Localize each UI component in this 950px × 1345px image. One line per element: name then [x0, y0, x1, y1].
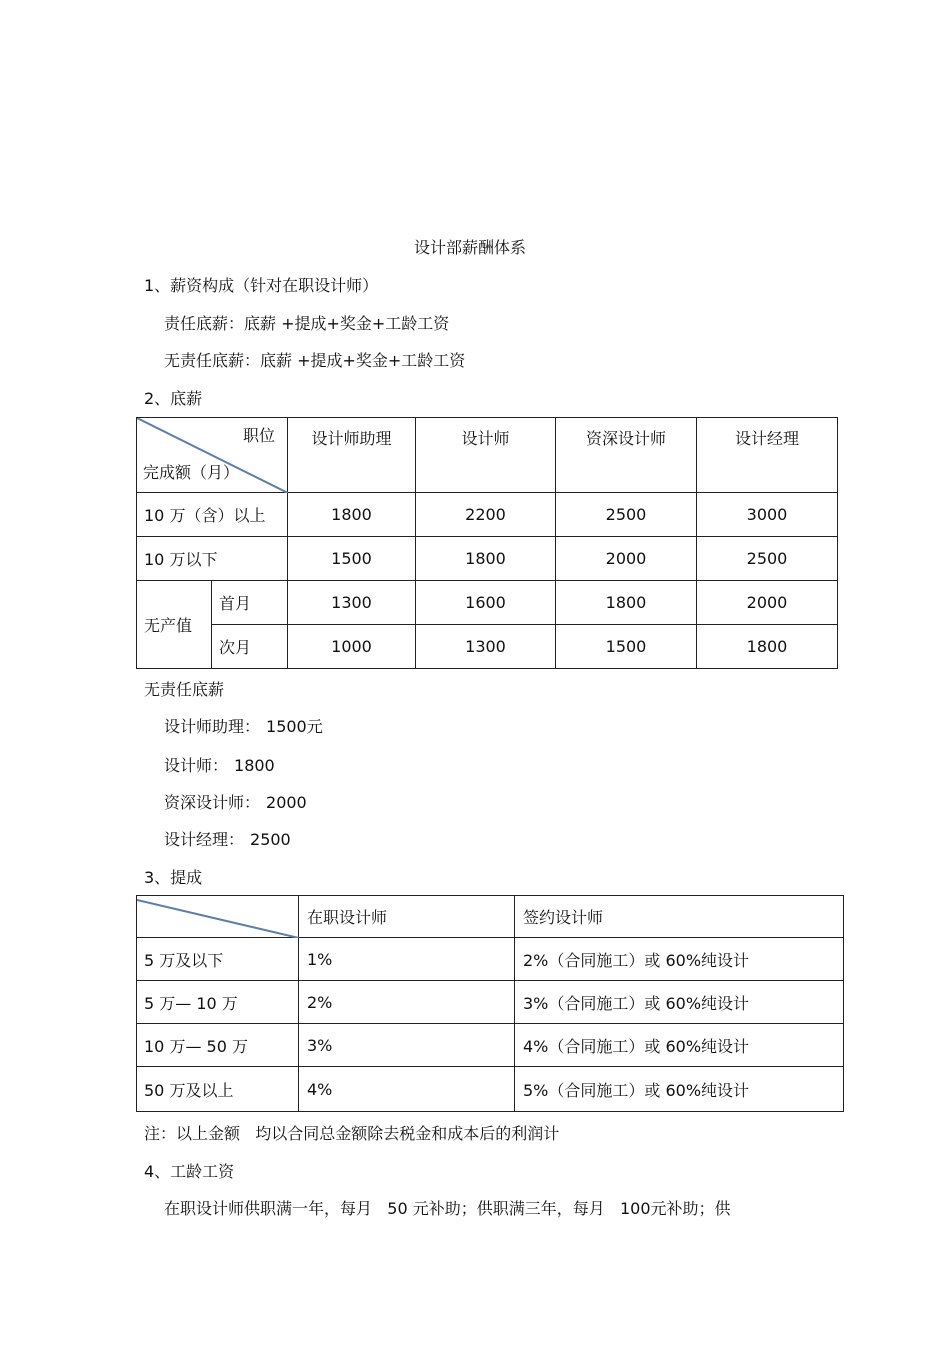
commission-table [136, 895, 844, 1112]
table-row [137, 537, 838, 581]
table-cell: 1300 [416, 625, 556, 669]
corner-top-label: 职位 [242, 426, 275, 445]
column-header: 在职设计师 [299, 896, 515, 938]
table-row [137, 625, 838, 669]
no-resp-item [164, 793, 307, 813]
item-label: 设计经理： [164, 830, 245, 849]
table-cell: 2200 [416, 493, 556, 537]
page-title: 设计部薪酬体系 [413, 238, 526, 257]
table-cell: 3% [299, 1024, 515, 1067]
table-cell: 4%（合同施工）或 60%纯设计 [515, 1024, 844, 1067]
non-responsible-salary-line: 无责任底薪：底薪 +提成+奖金+工龄工资 [164, 351, 466, 370]
seniority-pay-line: 在职设计师供职满一年，每月 50 元补助；供职满三年，每月 100元补助；供 [164, 1199, 731, 1218]
table-cell: 1500 [288, 537, 416, 581]
table-cell: 5%（合同施工）或 60%纯设计 [515, 1067, 844, 1112]
table-cell: 1800 [556, 581, 697, 625]
table-cell: 2000 [697, 581, 838, 625]
table-row [137, 493, 838, 537]
column-header: 资深设计师 [556, 418, 697, 493]
item-label: 设计师： [164, 756, 229, 775]
no-resp-heading: 无责任底薪 [144, 680, 225, 699]
row-label: 50 万及以上 [137, 1067, 299, 1112]
note: 注：以上金额 均以合同总金额除去税金和成本后的利润计 [144, 1124, 560, 1143]
corner-bottom-label: 完成额（月） [143, 463, 240, 482]
diagonal-line [137, 896, 299, 938]
corner-cell [137, 896, 299, 938]
item-label: 资深设计师： [164, 793, 261, 812]
table-cell: 1800 [697, 625, 838, 669]
corner-cell [137, 418, 288, 493]
row-label: 5 万— 10 万 [137, 981, 299, 1024]
item-value: 2500 [250, 830, 291, 849]
responsible-salary-line: 责任底薪：底薪 +提成+奖金+工龄工资 [164, 314, 450, 333]
section-3-heading: 3、提成 [144, 868, 203, 887]
table-row [137, 1024, 844, 1067]
no-resp-item [164, 717, 323, 737]
table-row [137, 938, 844, 981]
item-label: 设计师助理： [164, 717, 261, 736]
table-row [137, 981, 844, 1024]
table-row [137, 581, 838, 625]
table-cell: 2% [299, 981, 515, 1024]
table-cell: 3000 [697, 493, 838, 537]
section-4-heading: 4、工龄工资 [144, 1162, 235, 1181]
table-cell: 1% [299, 938, 515, 981]
table-cell: 2000 [556, 537, 697, 581]
table-cell: 1000 [288, 625, 416, 669]
table-cell: 2500 [556, 493, 697, 537]
group-label: 无产值 [137, 581, 212, 669]
section-1-heading: 1、薪资构成（针对在职设计师） [144, 276, 379, 295]
no-resp-item [164, 830, 291, 850]
table-cell: 2500 [697, 537, 838, 581]
column-header: 设计师助理 [288, 418, 416, 493]
row-label: 次月 [212, 625, 288, 669]
column-header: 签约设计师 [515, 896, 844, 938]
table-cell: 3%（合同施工）或 60%纯设计 [515, 981, 844, 1024]
row-label: 10 万以下 [137, 537, 288, 581]
table-row [137, 1067, 844, 1112]
table-cell: 1500 [556, 625, 697, 669]
table-cell: 1800 [416, 537, 556, 581]
table-cell: 1300 [288, 581, 416, 625]
row-label: 10 万（含）以上 [137, 493, 288, 537]
no-resp-item [164, 756, 275, 776]
item-value: 1500元 [266, 717, 323, 736]
column-header: 设计经理 [697, 418, 838, 493]
item-value: 2000 [266, 793, 307, 812]
base-salary-table [136, 417, 838, 669]
table-cell: 1600 [416, 581, 556, 625]
row-label: 首月 [212, 581, 288, 625]
row-label: 10 万— 50 万 [137, 1024, 299, 1067]
column-header: 设计师 [416, 418, 556, 493]
table-cell: 4% [299, 1067, 515, 1112]
table-cell: 2%（合同施工）或 60%纯设计 [515, 938, 844, 981]
item-value: 1800 [234, 756, 275, 775]
row-label: 5 万及以下 [137, 938, 299, 981]
section-2-heading: 2、底薪 [144, 389, 203, 408]
table-cell: 1800 [288, 493, 416, 537]
